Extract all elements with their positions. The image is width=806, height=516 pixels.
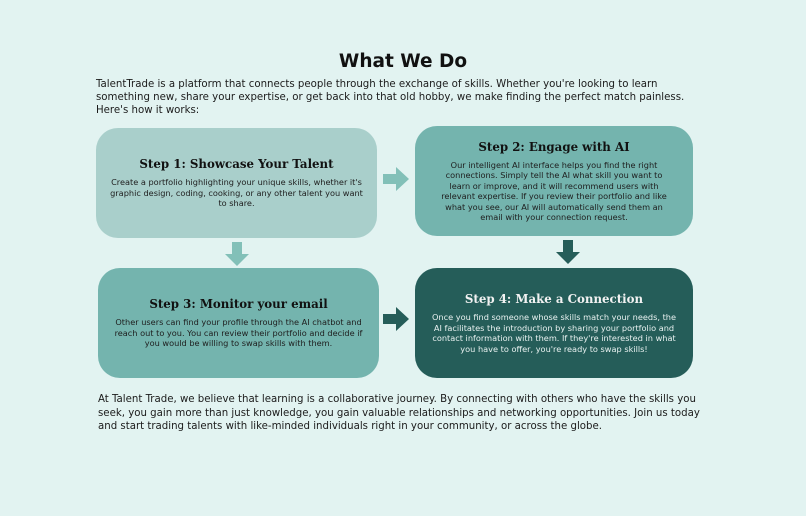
arrow-down-icon (556, 240, 580, 264)
arrow-down-icon (225, 242, 249, 266)
arrow-right-icon (383, 167, 409, 191)
step-2-body: Our intelligent AI interface helps you find the right connections. Simply tell the AI what skill you want to learn or improve, and it will recommend users with relevant expertise. If you review their portfolio and like what you see, our AI will automatically send them an email with your connection request. (441, 159, 667, 222)
step-3-card (98, 268, 379, 378)
step-1-title: Step 1: Showcase Your Talent (139, 157, 334, 172)
step-2-card (415, 126, 693, 236)
intro-paragraph: TalentTrade is a platform that connects people through the exchange of skills. Whether you're looking to learn something new, share your expertise, or get back into that old hobby, we make finding the perfect match painless. Here's how it works: (96, 79, 685, 116)
step-1-body: Create a portfolio highlighting your unique skills, whether it's graphic design, coding, cooking, or any other talent you want to share. (110, 177, 363, 209)
step-4-card (415, 268, 693, 378)
step-3-body: Other users can find your profile through the AI chatbot and reach out to you. You can review their portfolio and decide if you would be willing to swap skills with them. (114, 317, 363, 349)
step-1-card (96, 128, 377, 238)
step-2-title: Step 2: Engage with AI (478, 139, 630, 154)
step-4-title: Step 4: Make a Connection (464, 292, 644, 306)
arrow-right-icon (383, 307, 409, 331)
closing-paragraph: At Talent Trade, we believe that learning is a collaborative journey. By connecting with others who have the skills you seek, you gain more than just knowledge, you gain valuable relationships and networking opportunities. Join us today and start trading talents with like-minded individuals right in your community, or across the globe. (98, 394, 700, 432)
step-4-body: Once you find someone whose skills match your needs, the AI facilitates the introduction by sharing your portfolio and contact information with them. If they're interested in what you have to offer, you're ready to swap skills! (431, 312, 677, 354)
step-3-title: Step 3: Monitor your email (149, 297, 328, 312)
page-title: What We Do (338, 51, 468, 72)
